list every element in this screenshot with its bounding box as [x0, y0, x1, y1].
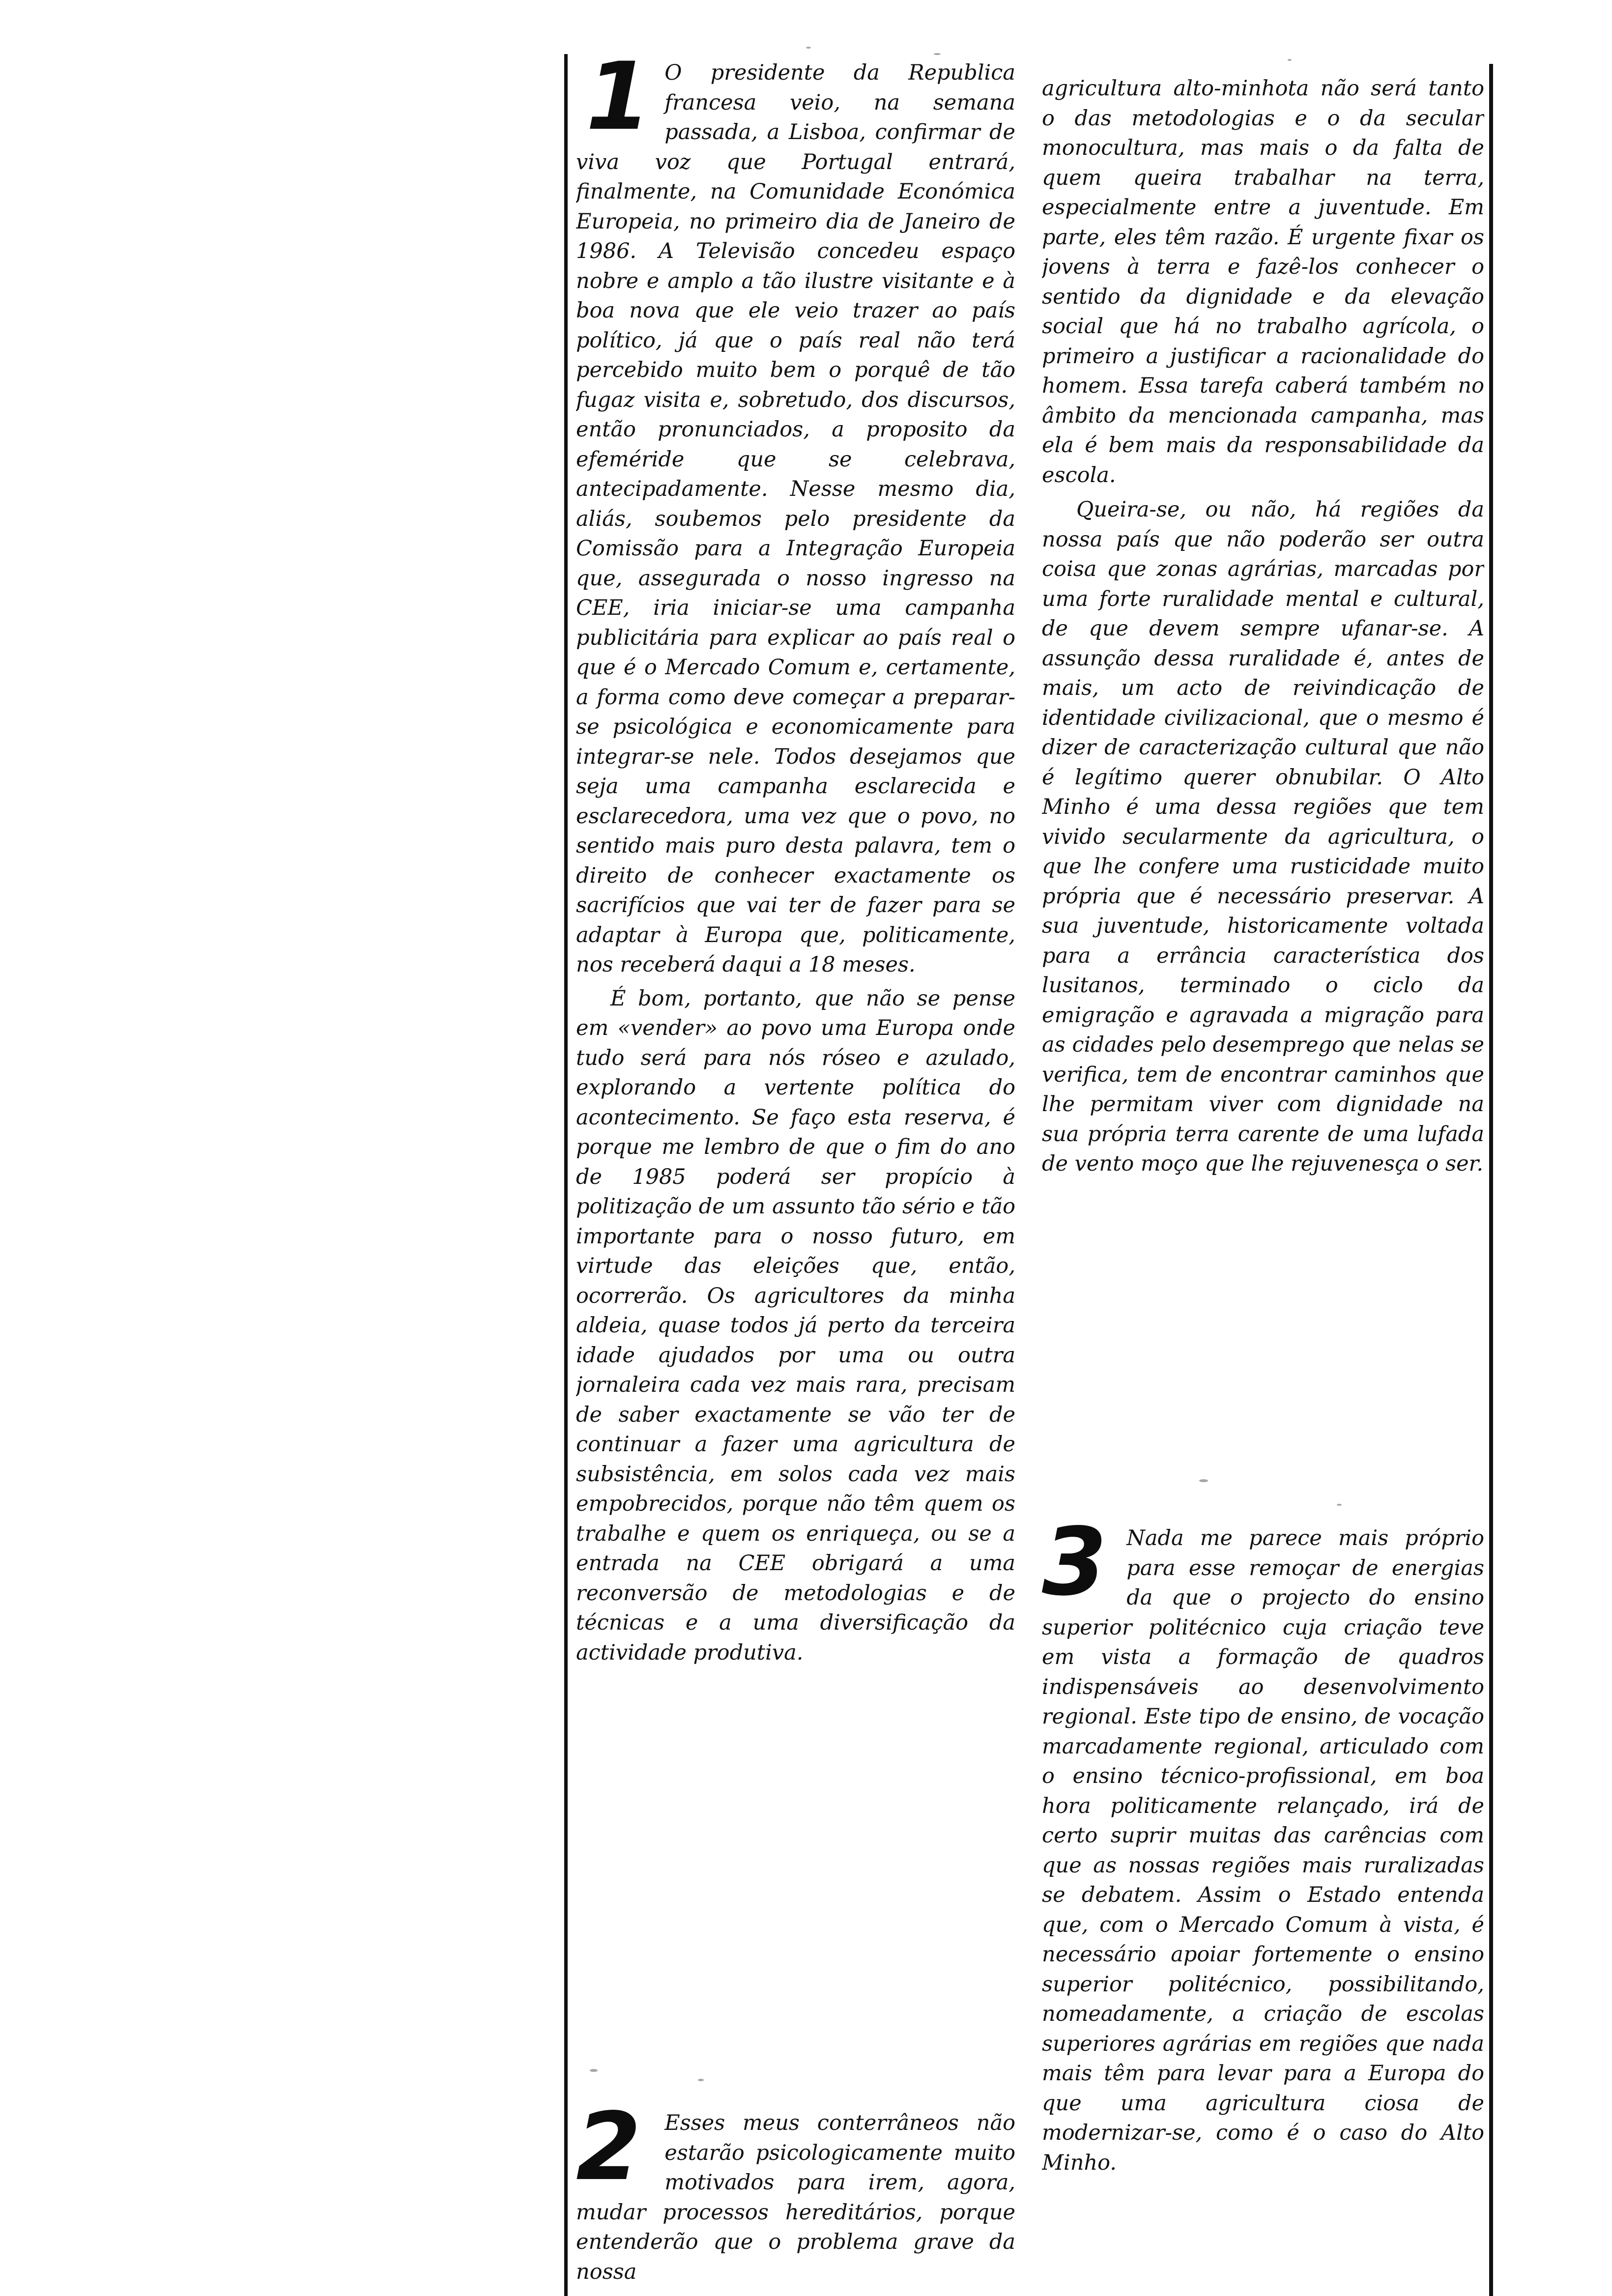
section-1-paragraph-1: O presidente da Republica francesa veio, na semana passada, a Lisboa, confirmar de viva voz que Portugal entrará, finalmente, na Comunidade Económica Europeia, no primeiro dia de Janeiro de 1986. A Televisão concedeu espaço nobre e amplo a tão ilustre visitante e à boa nova que ele veio trazer ao país político, já que o país real não terá percebido muito bem o porquê de tão fugaz visita e, sobretudo, dos discursos, então pronunciados, a proposito da efeméride que se celebrava, antecipadamente. Nesse mesmo dia, aliás, soubemos pelo presidente da Comissão para a Integração Europeia que, assegurada o nosso ingresso na CEE, iria iniciar-se uma campanha publicitária para explicar ao país real o que é o Mercado Comum e, certamente, a forma como deve começar a preparar-se psicológica e economicamente para integrar-se nele. Todos desejamos que seja uma campanha esclarecida e esclarecedora, uma vez que o povo, no sentido mais puro desta palavra, tem o direito de conhecer exactamente os sacrifícios que vai ter de fazer para se adaptar à Europa que, politicamente, nos receberá daqui a 18 meses. [576, 60, 1015, 977]
left-column-section-2 [576, 2108, 1015, 2296]
scan-speck [934, 53, 941, 55]
section-number-1: 1 [586, 58, 651, 151]
right-column-section-3 [1042, 1523, 1484, 2296]
scan-speck [1288, 59, 1292, 61]
section-1 [576, 58, 1015, 1667]
right-column-section-2 [1042, 74, 1484, 1455]
left-column [576, 58, 1015, 2043]
section-2 [576, 2108, 1015, 2287]
scan-speck [806, 47, 811, 49]
right-column-rule [1489, 64, 1493, 2296]
section-number-3: 3 [1042, 1523, 1107, 1616]
scan-speck [1337, 1504, 1342, 1506]
section-1-paragraph-2: É bom, portanto, que não se pense em «vender» ao povo uma Europa onde tudo será para nós róseo e azulado, explorando a vertente política do acontecimento. Se faço esta reserva, é porque me lembro de que o fim do ano de 1985 poderá ser propício à politização de um assunto tão sério e tão importante para o nosso futuro, em virtude das eleições que, então, ocorrerão. Os agricultores da minha aldeia, quase todos já perto da terceira idade ajudados por uma ou outra jornaleira cada vez mais rara, precisam de saber exactamente se vão ter de continuar a fazer uma agricultura de subsistência, em solos cada vez mais empobrecidos, porque não têm quem os trabalhe e quem os enriqueça, ou se a entrada na CEE obrigará a uma reconversão de metodologias e de técnicas e a uma diversificação da actividade produtiva. [576, 986, 1015, 1665]
section-3-paragraph-1: Nada me parece mais próprio para esse remoçar de energias da que o projecto do ensino superior politécnico cuja criação teve em vista a formação de quadros indispensáveis ao desenvolvimento regional. Este tipo de ensino, de vocação marcadamente regional, articulado com o ensino técnico-profissional, em boa hora politicamente relançado, irá de certo suprir muitas das carências com que as nossas regiões mais ruralizadas se debatem. Assim o Estado entenda que, com o Mercado Comum à vista, é necessário apoiar fortemente o ensino superior politécnico, possibilitando, nomeadamente, a criação de escolas superiores agrárias em regiões que nada mais têm para levar para a Europa do que uma agricultura ciosa de modernizar-se, como é o caso do Alto Minho. [1042, 1526, 1484, 2175]
section-number-2: 2 [576, 2108, 641, 2201]
scan-speck [698, 2079, 704, 2081]
left-column-rule [564, 54, 568, 2296]
scan-speck [1199, 1479, 1208, 1482]
section-3 [1042, 1523, 1484, 2178]
section-2-paragraph-2: Queira-se, ou não, há regiões da nossa país que não poderão ser outra coisa que zonas agrárias, marcadas por uma forte ruralidade mental e cultural, de que devem sempre ufanar-se. A assunção dessa ruralidade é, antes de mais, um acto de reivindicação de identidade civilizacional, que o mesmo é dizer de caracterização cultural que não é legítimo querer obnubilar. O Alto Minho é uma dessa regiões que tem vivido secularmente da agricultura, o que lhe confere uma rusticidade muito própria que é necessário preservar. A sua juventude, historicamente voltada para a errância característica dos lusitanos, terminado o ciclo da emigração e agravada a migração para as cidades pelo desemprego que nelas se verifica, tem de encontrar caminhos que lhe permitam viver com dignidade na sua própria terra carente de uma lufada de vento moço que lhe rejuvenesça o ser. [1042, 497, 1484, 1176]
section-2-continuation: agricultura alto-minhota não será tanto o das metodologias e o da secular monocultura, mas mais o da falta de quem queira trabalhar na terra, especialmente entre a juventude. Em parte, eles têm razão. É urgente fixar os jovens à terra e fazê-los conhecer o sentido da dignidade e da elevação social que há no trabalho agrícola, o primeiro a justificar a racionalidade do homem. Essa tarefa caberá também no âmbito da mencionada campanha, mas ela é bem mais da responsabilidade da escola. [1042, 76, 1484, 488]
section-2-paragraph-1: Esses meus conterrâneos não estarão psicologicamente muito motivados para irem, agora, mudar processos hereditários, porque entenderão que o problema grave da nossa [576, 2111, 1015, 2284]
scan-speck [590, 2069, 598, 2072]
